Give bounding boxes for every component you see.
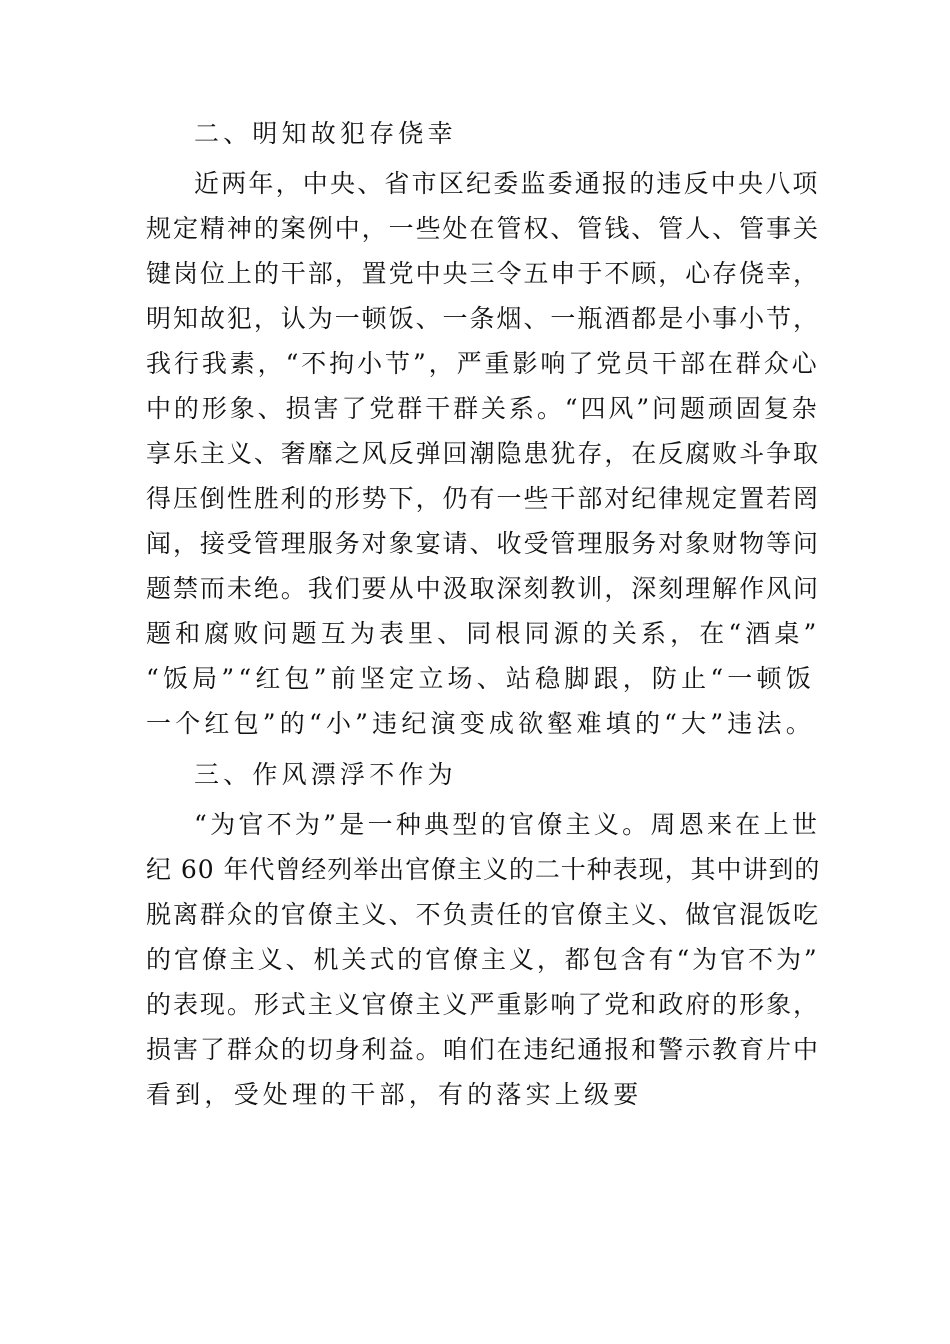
paragraph-line: 一个红包”的“小”违纪演变成欲壑难填的“大”违法。 [146, 709, 815, 738]
paragraph-line: 中的形象、损害了党群干群关系。“四风”问题顽固复杂 [146, 394, 820, 423]
paragraph-line: 题和腐败问题互为表里、同根同源的关系，在“酒桌” [146, 619, 821, 648]
paragraph-line: 的表现。形式主义官僚主义严重影响了党和政府的形象， [146, 990, 821, 1019]
paragraph-line: 规定精神的案例中，一些处在管权、管钱、管人、管事关 [146, 214, 821, 243]
paragraph-line: “为官不为”是一种典型的官僚主义。周恩来在上世 [194, 810, 821, 839]
paragraph-line: 我行我素，“不拘小节”，严重影响了党员干部在群众心 [146, 349, 820, 378]
paragraph-line: 脱离群众的官僚主义、不负责任的官僚主义、做官混饭吃 [146, 900, 821, 929]
paragraph-line: 明知故犯，认为一顿饭、一条烟、一瓶酒都是小事小节， [146, 304, 821, 333]
paragraph-line: 近两年，中央、省市区纪委监委通报的违反中央八项 [194, 169, 820, 198]
paragraph-line: 闻，接受管理服务对象宴请、收受管理服务对象财物等问 [146, 529, 821, 558]
paragraph-line: 的官僚主义、机关式的官僚主义，都包含有“为官不为” [146, 945, 820, 974]
section-heading-3: 三、作风漂浮不作为 [194, 760, 457, 789]
paragraph-line: 享乐主义、奢靡之风反弹回潮隐患犹存，在反腐败斗争取 [146, 439, 821, 468]
paragraph-line: 纪 60 年代曾经列举出官僚主义的二十种表现，其中讲到的 [146, 855, 821, 884]
paragraph-line: “饭局”“红包”前坚定立场、站稳脚跟，防止“一顿饭 [146, 664, 815, 693]
paragraph-line: 得压倒性胜利的形势下，仍有一些干部对纪律规定置若罔 [146, 484, 821, 513]
paragraph-line: 看到，受处理的干部，有的落实上级要 [146, 1080, 643, 1109]
paragraph-line: 题禁而未绝。我们要从中汲取深刻教训，深刻理解作风问 [146, 574, 821, 603]
section-heading-2: 二、明知故犯存侥幸 [194, 119, 457, 148]
paragraph-line: 损害了群众的切身利益。咱们在违纪通报和警示教育片中 [146, 1035, 821, 1064]
paragraph-line: 键岗位上的干部，置党中央三令五申于不顾，心存侥幸， [146, 259, 821, 288]
